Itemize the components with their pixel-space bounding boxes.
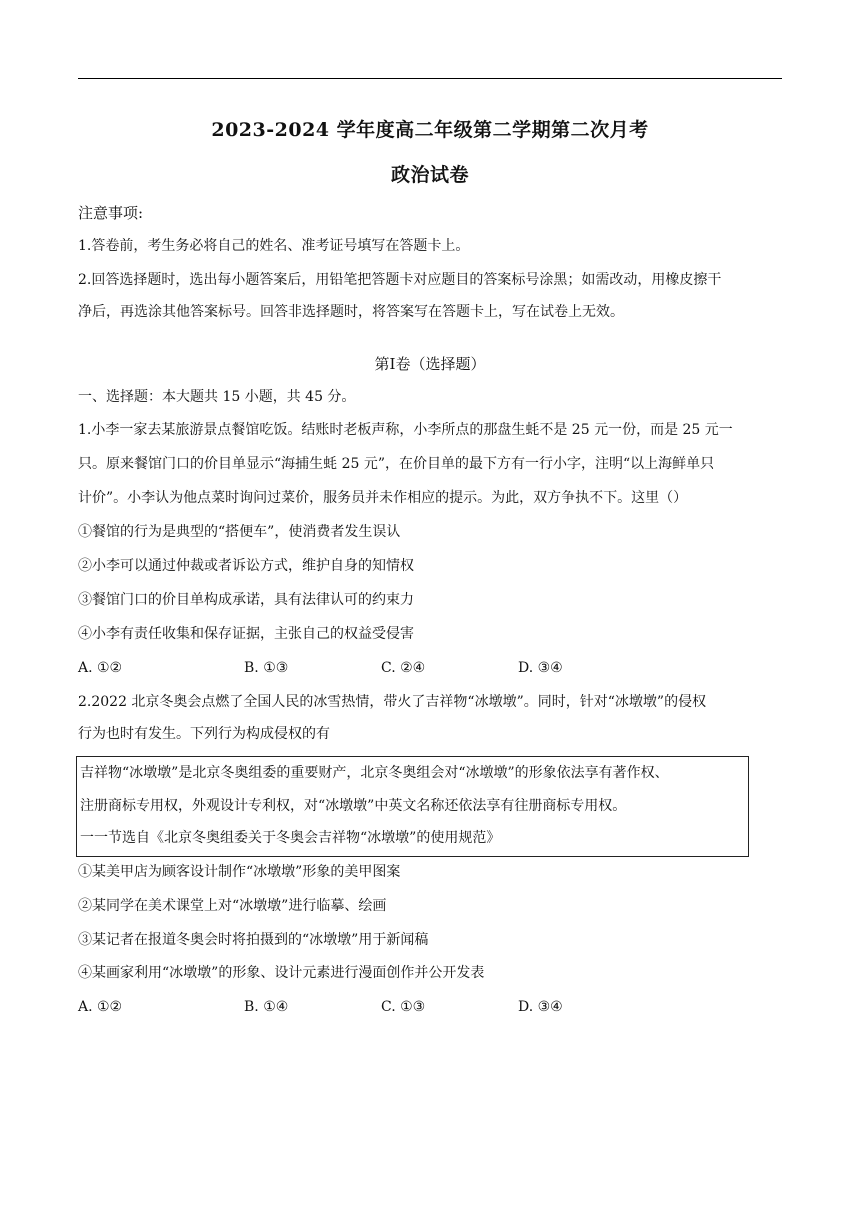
q1-statement-4: ④小李有责任收集和保存证据，主张自己的权益受侵害 (78, 626, 414, 642)
q2-statement-1: ①某美甲店为顾客设计制作“冰墩墩”形象的美甲图案 (78, 864, 401, 880)
q1-statement-3: ③餐馆门口的价目单构成承诺，具有法律认可的约束力 (78, 592, 414, 608)
part-title: 第Ⅰ卷（选择题） (374, 355, 486, 373)
header-rule (78, 78, 782, 79)
q2-material-line-1: 吉祥物“冰墩墩”是北京冬奥组委的重要财产，北京冬奥组会对“冰墩墩”的形象依法享有著作权、 (80, 765, 669, 781)
q2-material-line-2: 注册商标专用权，外观设计专利权，对“冰墩墩”中英文名称还依法享有往册商标专用权。 (80, 798, 627, 814)
q1-option-b: B. ①③ (244, 660, 289, 676)
q2-option-d: D. ③④ (518, 999, 563, 1015)
q1-statement-1: ①餐馆的行为是典型的“搭便车”，使消费者发生误认 (78, 524, 401, 540)
notice-heading: 注意事项: (78, 204, 144, 222)
q2-option-b: B. ①④ (244, 999, 289, 1015)
q1-stem-line-2: 只。原来餐馆门口的价目单显示“海捕生蚝 25 元”，在价目单的最下方有一行小字，注明“以上海鲜单只 (78, 456, 715, 472)
q1-option-a: A. ①② (78, 660, 123, 676)
notice-item-2-line-2: 净后，再选涂其他答案标号。回答非选择题时，将答案写在答题卡上，写在试卷上无效。 (78, 304, 624, 320)
notice-item-2-line-1: 2.回答选择题时，选出每小题答案后，用铅笔把答题卡对应题目的答案标号涂黑；如需改动，用橡皮擦干 (78, 272, 722, 288)
q2-stem-line-2: 行为也时有发生。下列行为构成侵权的有 (78, 726, 330, 742)
q1-stem-line-1: 1.小李一家去某旅游景点餐馆吃饭。结账时老板声称，小李所点的那盘生蚝不是 25 元一份，而是 25 元一 (78, 422, 733, 438)
q1-option-c: C. ②④ (381, 660, 426, 676)
q2-statement-2: ②某同学在美术课堂上对“冰墩墩”进行临摹、绘画 (78, 898, 387, 914)
q2-material-box (76, 756, 749, 857)
q1-statement-2: ②小李可以通过仲裁或者诉讼方式，维护自身的知情权 (78, 558, 414, 574)
q2-statement-3: ③某记者在报道冬奥会时将拍摄到的“冰墩墩”用于新闻稿 (78, 932, 429, 948)
q2-statement-4: ④某画家利用“冰墩墩”的形象、设计元素进行漫面创作并公开发表 (78, 965, 485, 981)
notice-item-1: 1.答卷前，考生务必将自己的姓名、准考证号填写在答题卡上。 (78, 238, 470, 254)
q2-material-source: 一一节选自《北京冬奥组委关于冬奥会吉祥物“冰墩墩”的使用规范》 (80, 830, 501, 846)
q1-option-d: D. ③④ (518, 660, 563, 676)
section-heading: 一、选择题：本大题共 15 小题，共 45 分。 (78, 389, 356, 405)
q2-stem-line-1: 2.2022 北京冬奥会点燃了全国人民的冰雪热情，带火了吉祥物“冰墩墩”。同时，针对“冰墩墩”的侵权 (78, 694, 707, 710)
q1-stem-line-3: 计价”。小李认为他点菜时询问过菜价，服务员并未作相应的提示。为此，双方争执不下。这里（） (78, 490, 688, 506)
q2-option-c: C. ①③ (381, 999, 426, 1015)
q2-option-a: A. ①② (78, 999, 123, 1015)
exam-title: 2023-2024 学年度高二年级第二学期第二次月考 (211, 119, 649, 141)
exam-subject: 政治试卷 (390, 164, 469, 186)
